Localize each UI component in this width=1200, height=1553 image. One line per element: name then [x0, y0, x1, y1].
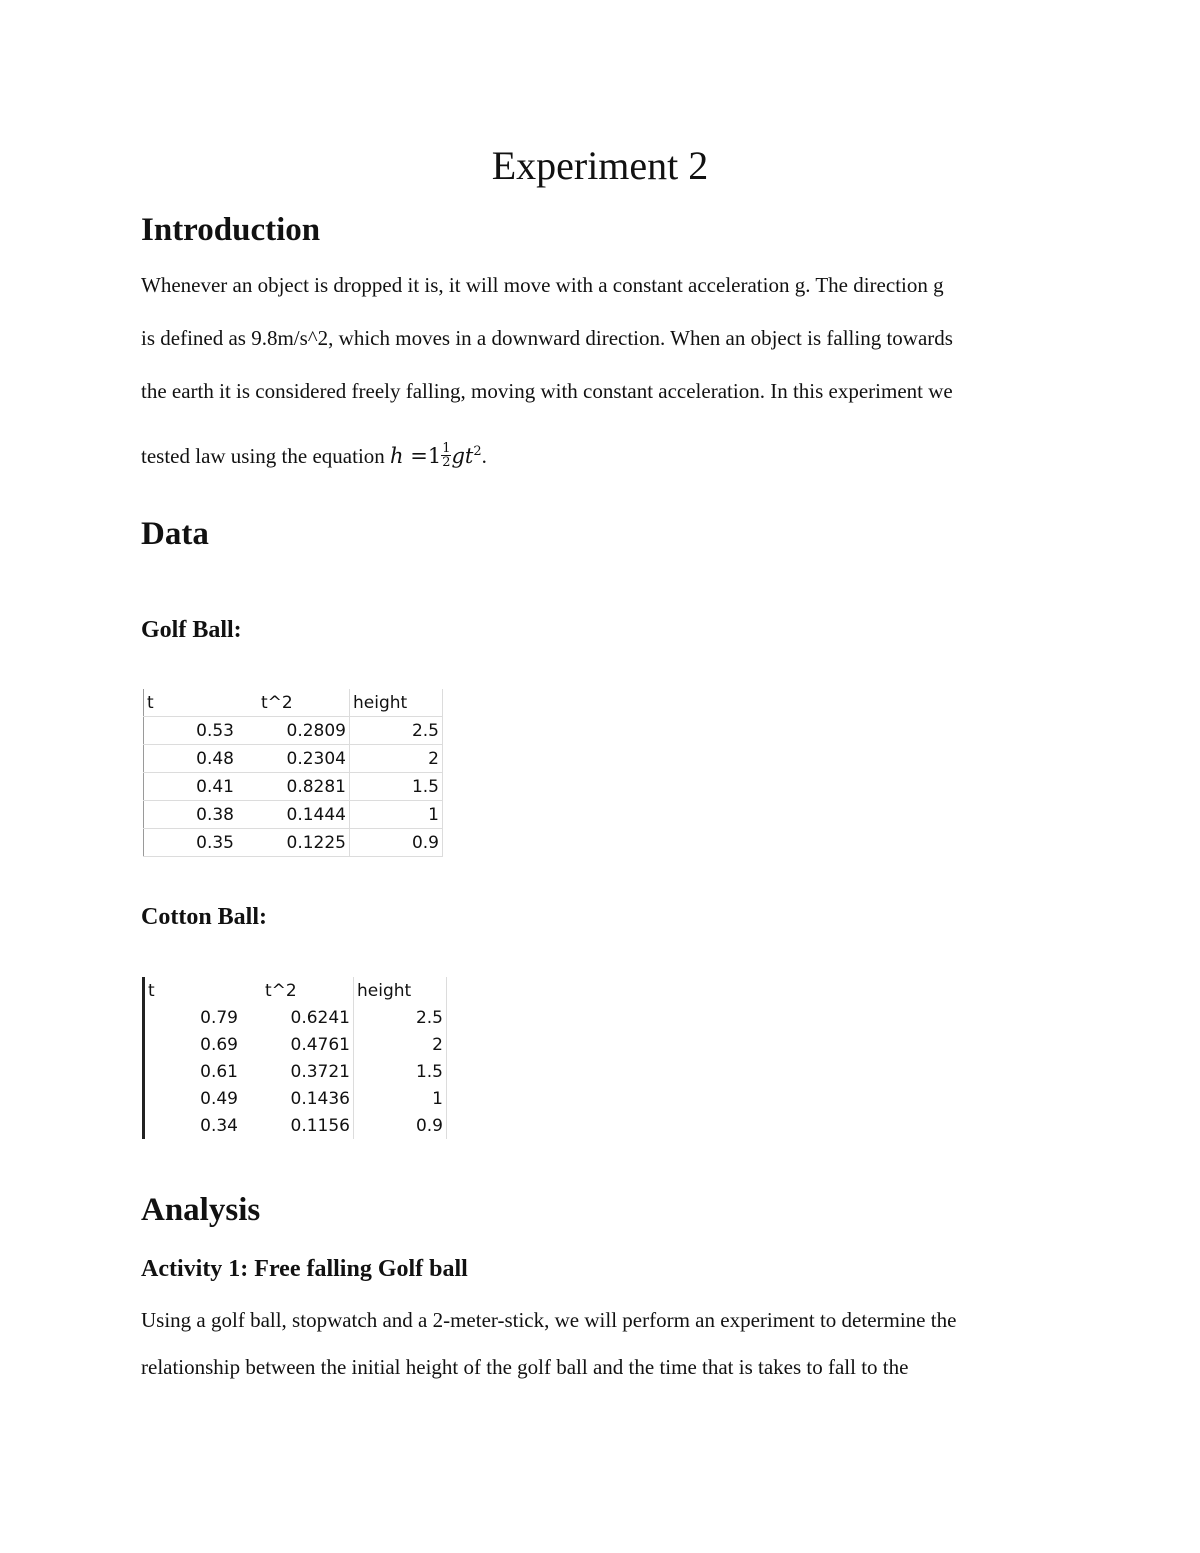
- activity-1-heading: Activity 1: Free falling Golf ball: [141, 1256, 468, 1282]
- cell-t-squared: 0.8281: [237, 773, 350, 801]
- cell-t: 0.41: [144, 773, 238, 801]
- document-title: Experiment 2: [491, 143, 709, 188]
- cotton-ball-label: Cotton Ball:: [141, 904, 267, 930]
- table-row: [144, 801, 443, 829]
- cell-t-squared: 0.2809: [237, 717, 350, 745]
- cell-t-squared: 0.1225: [237, 829, 350, 857]
- analysis-heading: Analysis: [141, 1192, 261, 1228]
- table-header-row: [144, 977, 447, 1004]
- equation-fraction: [441, 442, 451, 469]
- analysis-line-2: relationship between the initial height of the golf ball and the time that is takes to fall to the: [141, 1355, 909, 1379]
- cell-t: 0.49: [200, 1088, 238, 1109]
- cell-height: 1.5: [350, 773, 443, 801]
- table-row: [144, 1004, 447, 1031]
- cell-height: 2: [354, 1031, 447, 1058]
- cell-t-squared: 0.1444: [237, 801, 350, 829]
- table-row: [144, 1031, 447, 1058]
- table-row: [144, 745, 443, 773]
- equation-rhs: gt: [451, 444, 474, 468]
- cell-t: 0.61: [200, 1061, 238, 1082]
- cell-t: 0.35: [144, 829, 238, 857]
- equation-exponent: 2: [473, 444, 482, 459]
- cell-height: 1: [354, 1085, 447, 1112]
- intro-line-2: is defined as 9.8m/s^2, which moves in a downward direction. When an object is falling towards: [141, 326, 953, 350]
- cell-t-squared: 0.1156: [241, 1112, 354, 1139]
- fraction-numerator: 1: [442, 441, 451, 456]
- cell-t: 0.53: [144, 717, 238, 745]
- table-header-row: [144, 689, 443, 717]
- table-row: [144, 717, 443, 745]
- cell-t: 0.79: [200, 1007, 238, 1028]
- header-height: height: [354, 977, 447, 1004]
- cell-t-squared: 0.2304: [237, 745, 350, 773]
- table-row: [144, 773, 443, 801]
- cotton-ball-table: [142, 977, 447, 1139]
- header-t: t: [144, 689, 238, 717]
- header-t-squared: t^2: [237, 689, 350, 717]
- header-t-squared: t^2: [241, 977, 354, 1004]
- cell-t-squared: 0.4761: [241, 1031, 354, 1058]
- golf-ball-label: Golf Ball:: [141, 617, 242, 643]
- header-height: height: [350, 689, 443, 717]
- cell-height: 0.9: [350, 829, 443, 857]
- cell-t: 0.48: [144, 745, 238, 773]
- data-heading: Data: [141, 516, 209, 552]
- intro-line-4-text: tested law using the equation: [141, 444, 391, 468]
- introduction-heading: Introduction: [141, 212, 321, 248]
- cell-t-squared: 0.3721: [241, 1058, 354, 1085]
- table-row: [144, 829, 443, 857]
- intro-line-4-end: .: [481, 444, 487, 468]
- analysis-line-1: Using a golf ball, stopwatch and a 2-meter-stick, we will perform an experiment to determine the: [141, 1308, 957, 1332]
- table-row: [144, 1112, 447, 1139]
- cell-t: 0.38: [144, 801, 238, 829]
- golf-ball-table: [143, 689, 443, 857]
- intro-line-1: Whenever an object is dropped it is, it will move with a constant acceleration g. The direction g: [141, 273, 944, 297]
- analysis-paragraph: [141, 1305, 1071, 1399]
- table-row: [144, 1058, 447, 1085]
- equation-lhs: h: [390, 444, 404, 468]
- introduction-paragraph: [141, 270, 1071, 490]
- cell-t: 0.34: [200, 1115, 238, 1136]
- cell-t-squared: 0.1436: [241, 1085, 354, 1112]
- cell-height: 1: [350, 801, 443, 829]
- free-fall-equation: [390, 441, 482, 470]
- cell-height: 2: [350, 745, 443, 773]
- cell-height: 2.5: [354, 1004, 447, 1031]
- cell-height: 2.5: [350, 717, 443, 745]
- equation-equals: =1: [403, 444, 442, 468]
- cell-height: 0.9: [354, 1112, 447, 1139]
- cell-t-squared: 0.6241: [241, 1004, 354, 1031]
- intro-line-3: the earth it is considered freely falling, moving with constant acceleration. In this experiment we: [141, 379, 953, 403]
- fraction-denominator: 2: [442, 455, 451, 470]
- table-row: [144, 1085, 447, 1112]
- intro-line-4: [141, 429, 1071, 490]
- cell-height: 1.5: [354, 1058, 447, 1085]
- cell-t: 0.69: [200, 1034, 238, 1055]
- header-t: t: [148, 980, 155, 1001]
